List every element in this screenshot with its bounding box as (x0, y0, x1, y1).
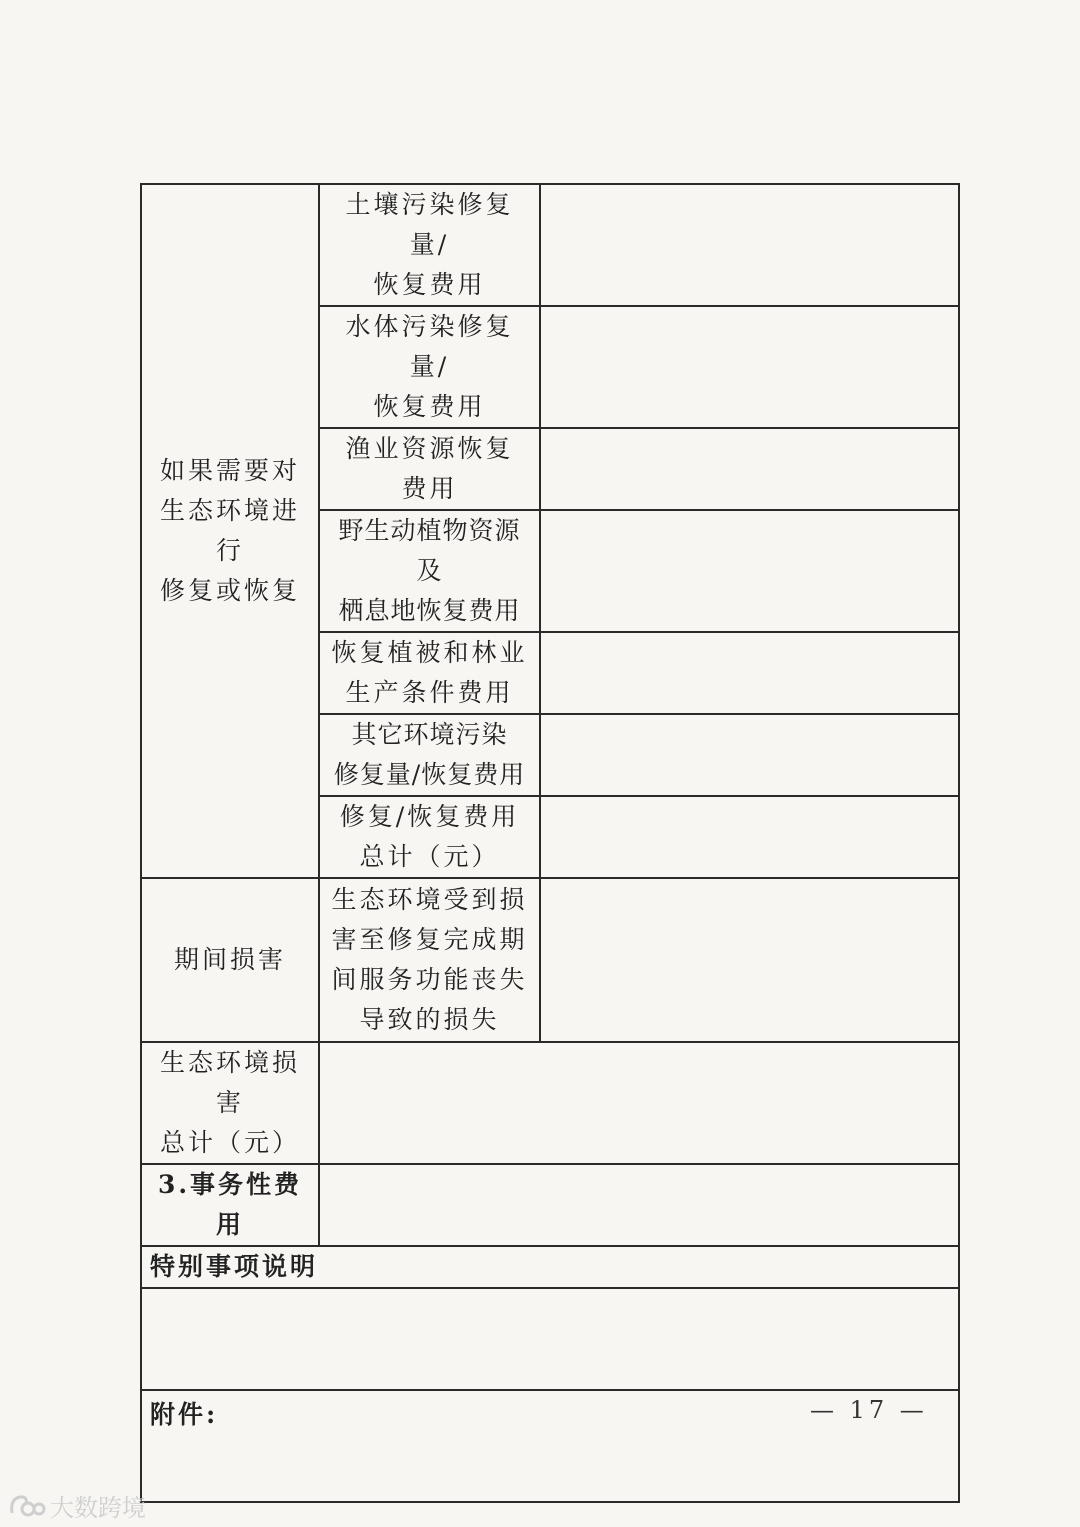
total-damage-label: 生态环境损害 总计（元） (141, 1042, 319, 1164)
item-wildlife-restoration: 野生动植物资源及 栖息地恢复费用 (319, 510, 540, 632)
logo-icon (8, 1493, 46, 1519)
value-restoration-total[interactable] (540, 796, 959, 878)
item-interim-loss: 生态环境受到损 害至修复完成期 间服务功能丧失 导致的损失 (319, 878, 540, 1042)
special-notes-label: 特别事项说明 (141, 1246, 959, 1288)
item-soil-restoration: 土壤污染修复量/ 恢复费用 (319, 184, 540, 306)
attachments-label: 附件: (150, 1400, 219, 1429)
damage-assessment-table (140, 183, 960, 1503)
value-water-restoration[interactable] (540, 306, 959, 428)
value-fishery-restoration[interactable] (540, 428, 959, 510)
item-water-restoration: 水体污染修复量/ 恢复费用 (319, 306, 540, 428)
value-admin-fee[interactable] (319, 1164, 959, 1246)
value-total-damage[interactable] (319, 1042, 959, 1164)
value-vegetation-restoration[interactable] (540, 632, 959, 714)
watermark (8, 1488, 146, 1523)
value-other-restoration[interactable] (540, 714, 959, 796)
value-soil-restoration[interactable] (540, 184, 959, 306)
value-interim-loss[interactable] (540, 878, 959, 1042)
restoration-group-label: 如果需要对 生态环境进行 修复或恢复 (141, 184, 319, 878)
item-vegetation-restoration: 恢复植被和林业 生产条件费用 (319, 632, 540, 714)
interim-loss-label: 期间损害 (141, 878, 319, 1042)
watermark-text: 大数跨境 (50, 1494, 146, 1522)
value-wildlife-restoration[interactable] (540, 510, 959, 632)
admin-fee-label: 3.事务性费用 (141, 1164, 319, 1246)
item-other-restoration: 其它环境污染 修复量/恢复费用 (319, 714, 540, 796)
item-restoration-total: 修复/恢复费用 总计（元） (319, 796, 540, 878)
special-notes-field[interactable] (141, 1288, 959, 1390)
item-fishery-restoration: 渔业资源恢复 费用 (319, 428, 540, 510)
page-number: — 17 — (810, 1396, 928, 1424)
